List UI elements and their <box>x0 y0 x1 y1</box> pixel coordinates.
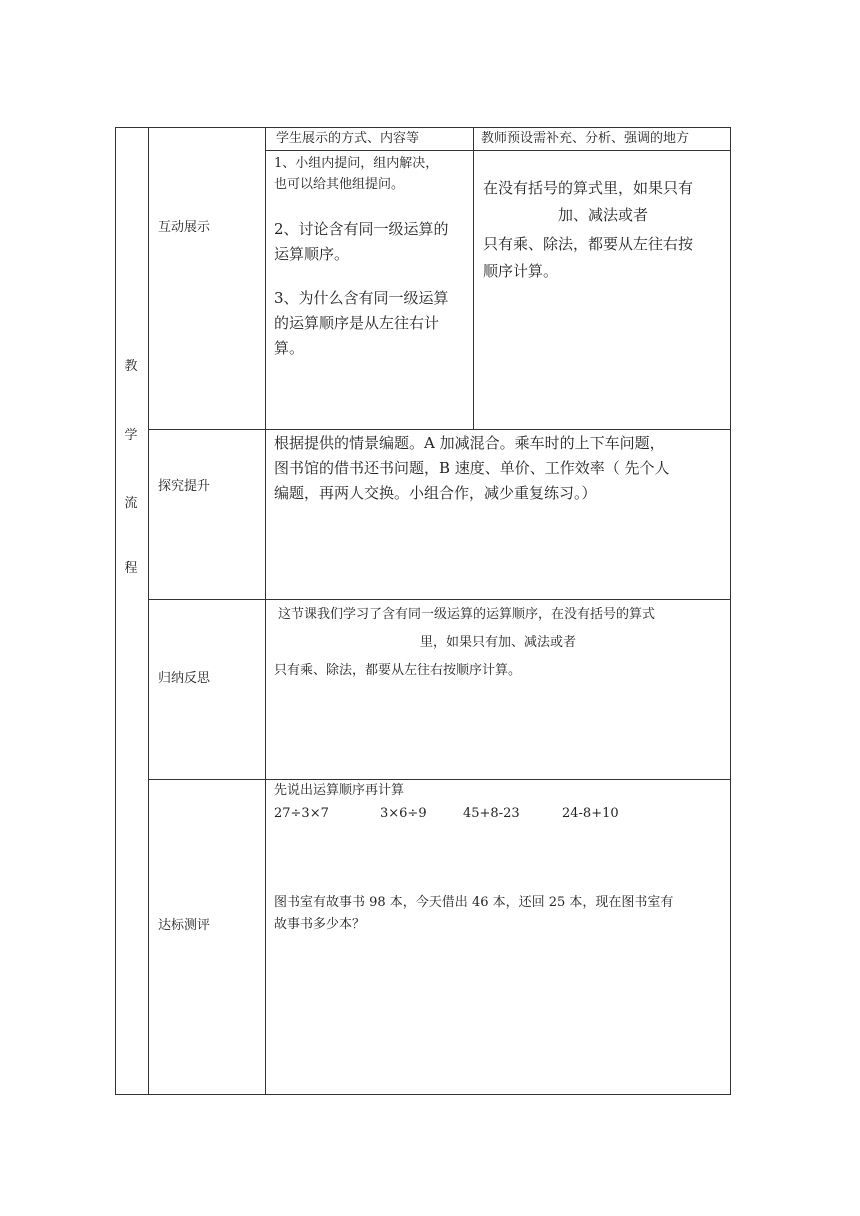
side-label-char-2: 学 <box>124 428 138 443</box>
section4-problem-line: 故事书多少本？ <box>274 917 366 932</box>
section2-label: 探究提升 <box>158 479 211 494</box>
row3-divider <box>148 779 731 780</box>
section3-line: 这节课我们学习了含有同一级运算的运算顺序，在没有括号的算式 <box>278 607 656 622</box>
section1-student-line: 算。 <box>274 339 305 357</box>
section1-teacher-line: 在没有括号的算式里，如果只有 <box>483 179 694 197</box>
section3-line: 只有乘、除法，都要从左往右按顺序计算。 <box>274 663 522 678</box>
header-row-divider <box>265 150 731 151</box>
section1-student-line: 1、小组内提问，组内解决， <box>274 156 439 171</box>
row2-divider <box>148 599 731 600</box>
table-left-border <box>115 127 116 1095</box>
section4-exercise: 27÷3×7 <box>274 806 329 821</box>
section3-line: 里，如果只有加、减法或者 <box>419 635 576 650</box>
table-right-border <box>730 127 731 1095</box>
section1-student-line: 3、为什么含有同一级运算 <box>274 289 449 307</box>
row1-divider <box>148 429 731 430</box>
section1-student-line: 运算顺序。 <box>274 245 350 263</box>
header-column-divider <box>473 127 474 429</box>
section4-exercise: 3×6÷9 <box>380 806 427 821</box>
label-column-divider <box>265 127 266 1095</box>
section4-exercise: 45+8-23 <box>463 806 520 821</box>
section1-student-line: 也可以给其他组提问。 <box>274 177 405 192</box>
table-bottom-border <box>115 1094 731 1095</box>
header-student: 学生展示的方式、内容等 <box>276 131 420 146</box>
side-label-char-3: 流 <box>124 496 138 511</box>
section4-problem-line: 图书室有故事书 98 本，今天借出 46 本，还回 25 本，现在图书室有 <box>274 895 674 910</box>
side-label-char-4: 程 <box>124 561 138 576</box>
section3-label: 归纳反思 <box>158 671 211 686</box>
side-column-divider <box>148 127 149 1095</box>
section1-teacher-line: 加、减法或者 <box>557 206 648 224</box>
section1-student-line: 2、讨论含有同一级运算的 <box>274 220 449 238</box>
section2-line: 图书馆的借书还书问题，B 速度、单价、工作效率（ 先个人 <box>274 459 670 477</box>
section4-label: 达标测评 <box>158 918 211 933</box>
section1-student-line: 的运算顺序是从左往右计 <box>274 314 440 332</box>
section1-teacher-line: 只有乘、除法，都要从左往右按 <box>483 235 694 253</box>
section4-intro: 先说出运算顺序再计算 <box>274 783 405 798</box>
side-label-char-1: 教 <box>124 359 138 374</box>
table-top-border <box>115 127 731 128</box>
section1-label: 互动展示 <box>158 220 211 235</box>
section4-exercise: 24-8+10 <box>562 806 619 821</box>
section2-line: 编题，再两人交换。小组合作，减少重复练习。） <box>274 484 597 502</box>
header-teacher: 教师预设需补充、分析、强调的地方 <box>481 131 690 146</box>
section2-line: 根据提供的情景编题。A 加减混合。乘车时的上下车问题， <box>274 434 665 452</box>
section1-teacher-line: 顺序计算。 <box>483 262 559 280</box>
